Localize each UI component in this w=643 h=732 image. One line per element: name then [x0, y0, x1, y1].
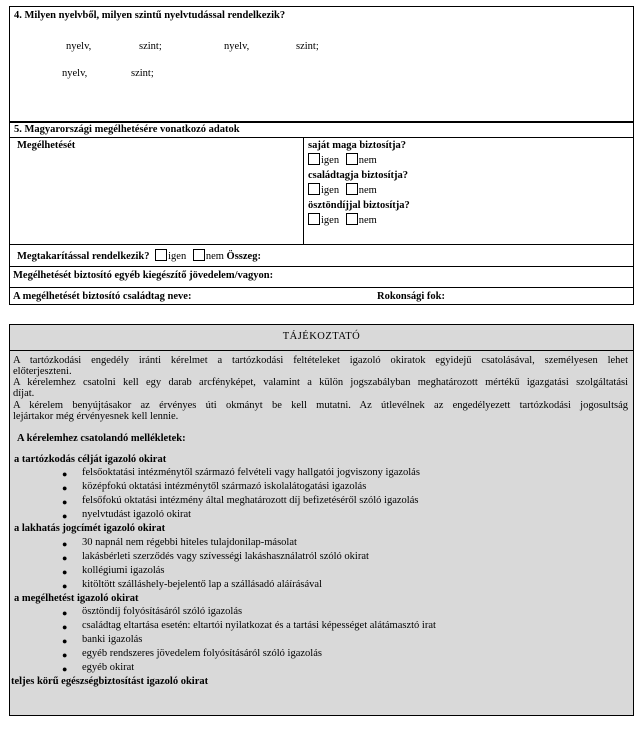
- bullet-icon: ●: [62, 469, 68, 479]
- group-heading: a lakhatás jogcímét igazoló okirat: [14, 523, 166, 534]
- group-heading: a megélhetést igazoló okirat: [14, 593, 139, 604]
- attachments-title: A kérelemhez csatolandó mellékletek:: [17, 433, 186, 444]
- yes-label: igen: [321, 185, 340, 196]
- bullet-icon: ●: [62, 664, 68, 674]
- divider: [9, 350, 634, 351]
- bullet-icon: ●: [62, 581, 68, 591]
- option-row-self: [308, 153, 377, 166]
- option-row-scholarship: [308, 213, 377, 226]
- yes-checkbox[interactable]: [308, 153, 320, 165]
- list-item: egyéb rendszeres jövedelem folyósításáról szóló igazolás: [82, 648, 322, 659]
- list-item: lakásbérleti szerződés vagy szívességi lakáshasználatról szóló okirat: [82, 551, 369, 562]
- list-item: kollégiumi igazolás: [82, 565, 165, 576]
- level-label: szint;: [296, 41, 319, 52]
- no-label: nem: [205, 251, 224, 262]
- no-label: nem: [358, 215, 377, 226]
- list-item: családtag eltartása esetén: eltartói nyilatkozat és a tartási képességet alátámasztó irat: [82, 620, 436, 631]
- bullet-icon: ●: [62, 497, 68, 507]
- info-paragraph: díjat.: [13, 388, 35, 399]
- bullet-icon: ●: [62, 622, 68, 632]
- livelihood-label: Megélhetését: [17, 140, 76, 151]
- no-checkbox[interactable]: [346, 183, 358, 195]
- divider: [9, 287, 634, 288]
- option-row-family: [308, 183, 377, 196]
- level-label: szint;: [139, 41, 162, 52]
- list-item: ösztöndíj folyósításáról szóló igazolás: [82, 606, 243, 617]
- language-label: nyelv,: [224, 41, 250, 52]
- bullet-icon: ●: [62, 553, 68, 563]
- relation-label: Rokonsági fok:: [377, 291, 445, 302]
- section4-box: [9, 6, 634, 122]
- section4-title: 4. Milyen nyelvből, milyen szintű nyelvtudással rendelkezik?: [14, 10, 286, 21]
- no-label: nem: [358, 155, 377, 166]
- question-family: családtagja biztosítja?: [308, 170, 409, 181]
- list-item: egyéb okirat: [82, 662, 135, 673]
- info-paragraph: A kérelemhez csatolni kell egy darab arcfényképet, valamint a külön jogszabályban meghatározott mértékű igazgatási szolgáltatási: [13, 377, 628, 388]
- info-paragraph: A kérelem benyújtásakor az érvényes úti okmányt be kell mutatni. Az útlevélnek az engedélyezett tartózkodási jogosultság: [13, 400, 628, 411]
- savings-total-label: Összeg:: [226, 251, 261, 262]
- list-item: nyelvtudást igazoló okirat: [82, 509, 192, 520]
- list-item: felsőfokú oktatási intézmény által meghatározott díj befizetéséről szóló igazolás: [82, 495, 419, 506]
- bullet-icon: ●: [62, 483, 68, 493]
- no-checkbox[interactable]: [346, 153, 358, 165]
- yes-label: igen: [321, 155, 340, 166]
- no-label: nem: [358, 185, 377, 196]
- list-item: 30 napnál nem régebbi hiteles tulajdonilap-másolat: [82, 537, 297, 548]
- yes-label: igen: [168, 251, 187, 262]
- list-item: felsőoktatási intézménytől származó felvételi vagy hallgatói jogviszony igazolás: [82, 467, 420, 478]
- bullet-icon: ●: [62, 539, 68, 549]
- list-item: középfokú oktatási intézménytől származó iskolalátogatási igazolás: [82, 481, 367, 492]
- other-income-label: Megélhetését biztosító egyéb kiegészítő jövedelem/vagyon:: [13, 270, 274, 281]
- no-checkbox[interactable]: [346, 213, 358, 225]
- list-item: kitöltött szálláshely-bejelentő lap a szállásadó aláírásával: [82, 579, 322, 590]
- savings-label: Megtakarítással rendelkezik?: [17, 251, 150, 262]
- group-heading: a tartózkodás célját igazoló okirat: [14, 454, 167, 465]
- divider: [9, 266, 634, 267]
- bullet-icon: ●: [62, 650, 68, 660]
- question-self: saját maga biztosítja?: [308, 140, 406, 151]
- level-label: szint;: [131, 68, 154, 79]
- info-paragraph: A tartózkodási engedély iránti kérelmet a tartózkodási feltételeket igazoló okiratok egyidejű csatolásával, személyesen lehet: [13, 355, 628, 366]
- language-label: nyelv,: [62, 68, 88, 79]
- section5-title: 5. Magyarországi megélhetésére vonatkozó adatok: [14, 124, 240, 135]
- bullet-icon: ●: [62, 608, 68, 618]
- question-scholarship: ösztöndíjjal biztosítja?: [308, 200, 410, 211]
- bullet-icon: ●: [62, 567, 68, 577]
- info-paragraph: előterjeszteni.: [13, 366, 72, 377]
- yes-checkbox[interactable]: [155, 249, 167, 261]
- list-item: banki igazolás: [82, 634, 143, 645]
- info-paragraph: lejártakor még érvényesnek kell lennie.: [13, 411, 179, 422]
- no-checkbox[interactable]: [193, 249, 205, 261]
- yes-checkbox[interactable]: [308, 183, 320, 195]
- yes-label: igen: [321, 215, 340, 226]
- bullet-icon: ●: [62, 636, 68, 646]
- divider: [9, 244, 634, 245]
- divider: [303, 137, 304, 244]
- divider: [9, 137, 634, 138]
- family-member-label: A megélhetését biztosító családtag neve:: [13, 291, 192, 302]
- savings-row: [17, 249, 261, 262]
- yes-checkbox[interactable]: [308, 213, 320, 225]
- bullet-icon: ●: [62, 511, 68, 521]
- info-title: TÁJÉKOZTATÓ: [282, 331, 361, 342]
- language-label: nyelv,: [66, 41, 92, 52]
- group-heading: teljes körű egészségbiztosítást igazoló okirat: [11, 676, 209, 687]
